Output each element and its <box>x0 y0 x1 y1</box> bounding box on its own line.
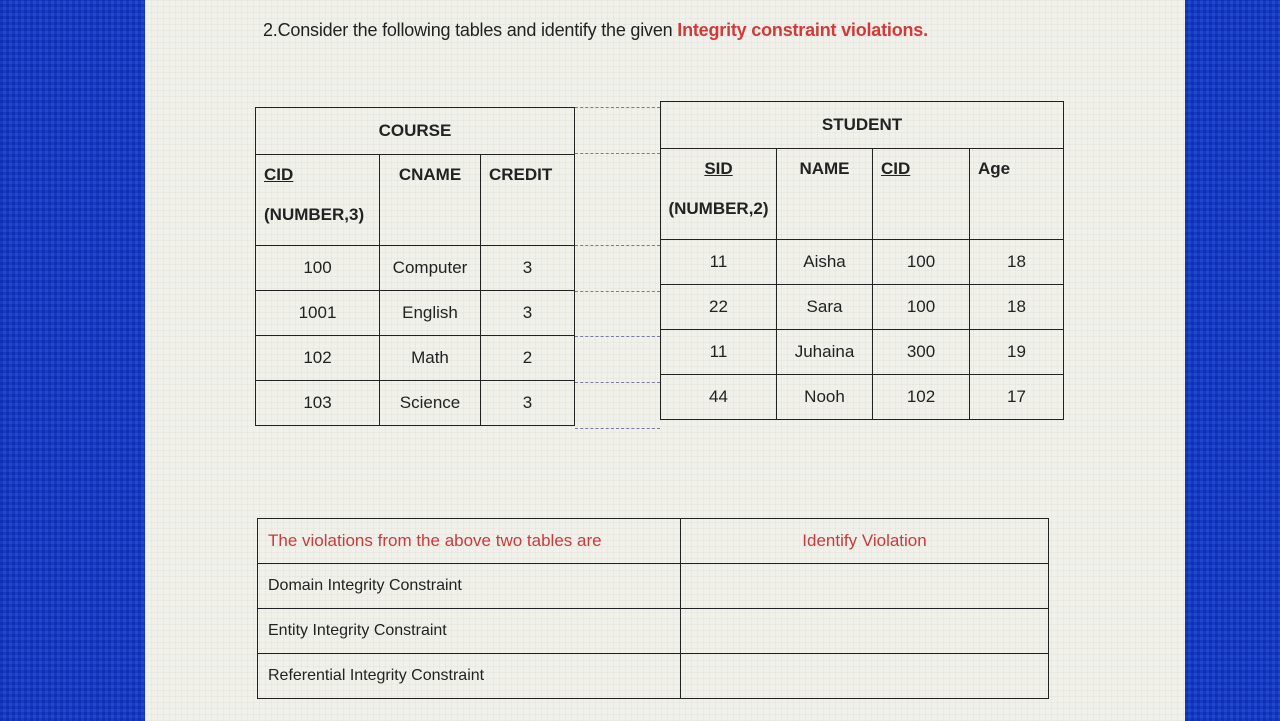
student-table-title: STUDENT <box>661 102 1064 149</box>
cell: Science <box>380 381 481 426</box>
table-row <box>661 375 1064 420</box>
header-type: (NUMBER,2) <box>668 199 769 218</box>
violations-header-left: The violations from the above two tables are <box>258 519 681 564</box>
answer-cell[interactable] <box>681 654 1049 699</box>
cell: 11 <box>661 240 777 285</box>
student-header-name <box>777 149 873 240</box>
header-label: SID <box>704 159 733 178</box>
student-header-sid <box>661 149 777 240</box>
table-row <box>256 381 575 426</box>
table-row <box>256 291 575 336</box>
dashed-connector <box>575 153 660 154</box>
header-label: CREDIT <box>489 165 553 184</box>
cell: 1001 <box>256 291 380 336</box>
header-label: Age <box>978 159 1011 178</box>
table-row <box>258 654 1049 699</box>
cell: 102 <box>873 375 970 420</box>
constraint-label: Referential Integrity Constraint <box>258 654 681 699</box>
header-label: CID <box>881 159 911 178</box>
cell: 19 <box>970 330 1064 375</box>
violations-header-right: Identify Violation <box>681 519 1049 564</box>
cell: Juhaina <box>777 330 873 375</box>
cell: 100 <box>256 246 380 291</box>
cell: 17 <box>970 375 1064 420</box>
table-row <box>258 564 1049 609</box>
course-table-title: COURSE <box>256 108 575 155</box>
monitor-bezel-right <box>1185 0 1280 721</box>
cell: Aisha <box>777 240 873 285</box>
course-header-cname <box>380 155 481 246</box>
cell: Math <box>380 336 481 381</box>
table-row <box>256 336 575 381</box>
cell: 3 <box>481 381 575 426</box>
table-row <box>661 285 1064 330</box>
dashed-connector <box>575 291 660 292</box>
header-type: (NUMBER,3) <box>264 205 365 224</box>
cell: 102 <box>256 336 380 381</box>
violations-table <box>257 518 1049 699</box>
cell: Computer <box>380 246 481 291</box>
monitor-bezel-left <box>0 0 145 721</box>
dashed-connector <box>575 245 660 246</box>
constraint-label: Domain Integrity Constraint <box>258 564 681 609</box>
answer-cell[interactable] <box>681 564 1049 609</box>
dashed-connector <box>575 428 660 429</box>
violations-header-row <box>258 519 1049 564</box>
cell: 18 <box>970 240 1064 285</box>
table-row <box>661 240 1064 285</box>
title-highlight: Integrity constraint violations. <box>677 20 928 40</box>
table-row <box>661 330 1064 375</box>
header-label: CID <box>264 165 294 184</box>
cell: 22 <box>661 285 777 330</box>
cell: Nooh <box>777 375 873 420</box>
cell: 11 <box>661 330 777 375</box>
dashed-connector <box>575 336 660 337</box>
header-label: CNAME <box>398 165 462 184</box>
cell: 3 <box>481 246 575 291</box>
course-header-credit <box>481 155 575 246</box>
student-header-age <box>970 149 1064 240</box>
answer-cell[interactable] <box>681 609 1049 654</box>
student-table <box>660 101 1064 420</box>
dashed-connector <box>575 382 660 383</box>
cell: 103 <box>256 381 380 426</box>
cell: 44 <box>661 375 777 420</box>
table-row <box>256 246 575 291</box>
cell: 18 <box>970 285 1064 330</box>
cell: 2 <box>481 336 575 381</box>
question-title <box>263 20 928 41</box>
constraint-label: Entity Integrity Constraint <box>258 609 681 654</box>
course-table <box>255 107 575 426</box>
course-header-cid <box>256 155 380 246</box>
cell: 100 <box>873 285 970 330</box>
table-row <box>258 609 1049 654</box>
cell: Sara <box>777 285 873 330</box>
cell: English <box>380 291 481 336</box>
dashed-connector <box>575 107 660 108</box>
title-prefix: 2.Consider the following tables and identify the given <box>263 20 678 40</box>
cell: 100 <box>873 240 970 285</box>
cell: 300 <box>873 330 970 375</box>
document-page <box>145 0 1185 721</box>
cell: 3 <box>481 291 575 336</box>
header-label: NAME <box>799 159 850 178</box>
student-header-cid <box>873 149 970 240</box>
